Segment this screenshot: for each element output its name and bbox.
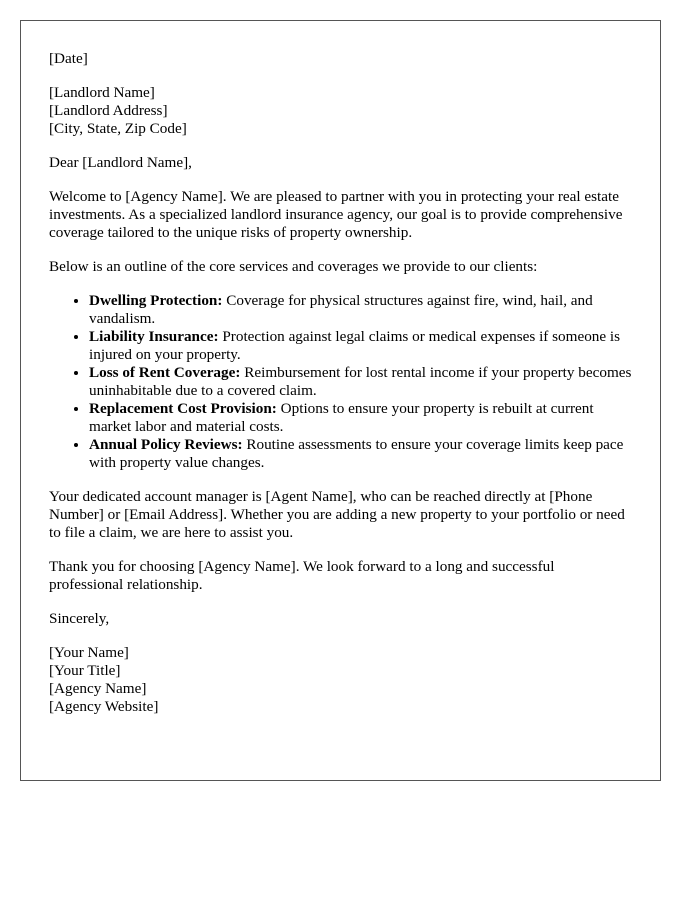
service-description: Routine assessments to ensure your coverage limits keep pace with property value changes. (89, 436, 624, 471)
service-title: Annual Policy Reviews: (89, 436, 243, 453)
signature-website: [Agency Website] (49, 698, 159, 715)
service-title: Dwelling Protection: (89, 292, 223, 309)
letter-date: [Date] (49, 50, 88, 67)
recipient-address-block (49, 84, 632, 138)
salutation: Dear [Landlord Name], (49, 154, 192, 171)
recipient-name: [Landlord Name] (49, 84, 155, 101)
signature-agency: [Agency Name] (49, 680, 147, 697)
signature-title: [Your Title] (49, 662, 121, 679)
service-title: Replacement Cost Provision: (89, 400, 277, 417)
service-item-annual-reviews (89, 436, 632, 472)
service-item-loss-of-rent (89, 364, 632, 400)
service-item-liability-insurance (89, 328, 632, 364)
service-title: Loss of Rent Coverage: (89, 364, 241, 381)
service-description: Protection against legal claims or medical expenses if someone is injured on your property. (89, 328, 621, 363)
service-item-dwelling-protection (89, 292, 632, 328)
sign-off: Sincerely, (49, 610, 110, 627)
service-title: Liability Insurance: (89, 328, 219, 345)
recipient-address: [Landlord Address] (49, 102, 168, 119)
intro-paragraph: Welcome to [Agency Name]. We are pleased to partner with you in protecting your real estate investments. As a specialized landlord insurance agency, our goal is to provide comprehensive coverage tailored to the unique risks of property ownership. (49, 188, 623, 241)
closing-paragraph: Thank you for choosing [Agency Name]. We look forward to a long and successful professional relationship. (49, 558, 555, 593)
letter-page (20, 20, 661, 781)
service-description: Options to ensure your property is rebuilt at current market labor and material costs. (89, 400, 594, 435)
recipient-city-state-zip: [City, State, Zip Code] (49, 120, 187, 137)
signature-name: [Your Name] (49, 644, 129, 661)
outline-intro-paragraph: Below is an outline of the core services and coverages we provide to our clients: (49, 258, 538, 275)
services-list (49, 292, 632, 472)
contact-paragraph: Your dedicated account manager is [Agent Name], who can be reached directly at [Phone Number] or [Email Address]. Whether you are adding a new property to your portfolio or need to file a claim, we are here to assist you. (49, 488, 625, 541)
service-description: Reimbursement for lost rental income if your property becomes uninhabitable due to a covered claim. (89, 364, 632, 399)
signature-block (49, 644, 632, 716)
service-description: Coverage for physical structures against fire, wind, hail, and vandalism. (89, 292, 593, 327)
service-item-replacement-cost (89, 400, 632, 436)
